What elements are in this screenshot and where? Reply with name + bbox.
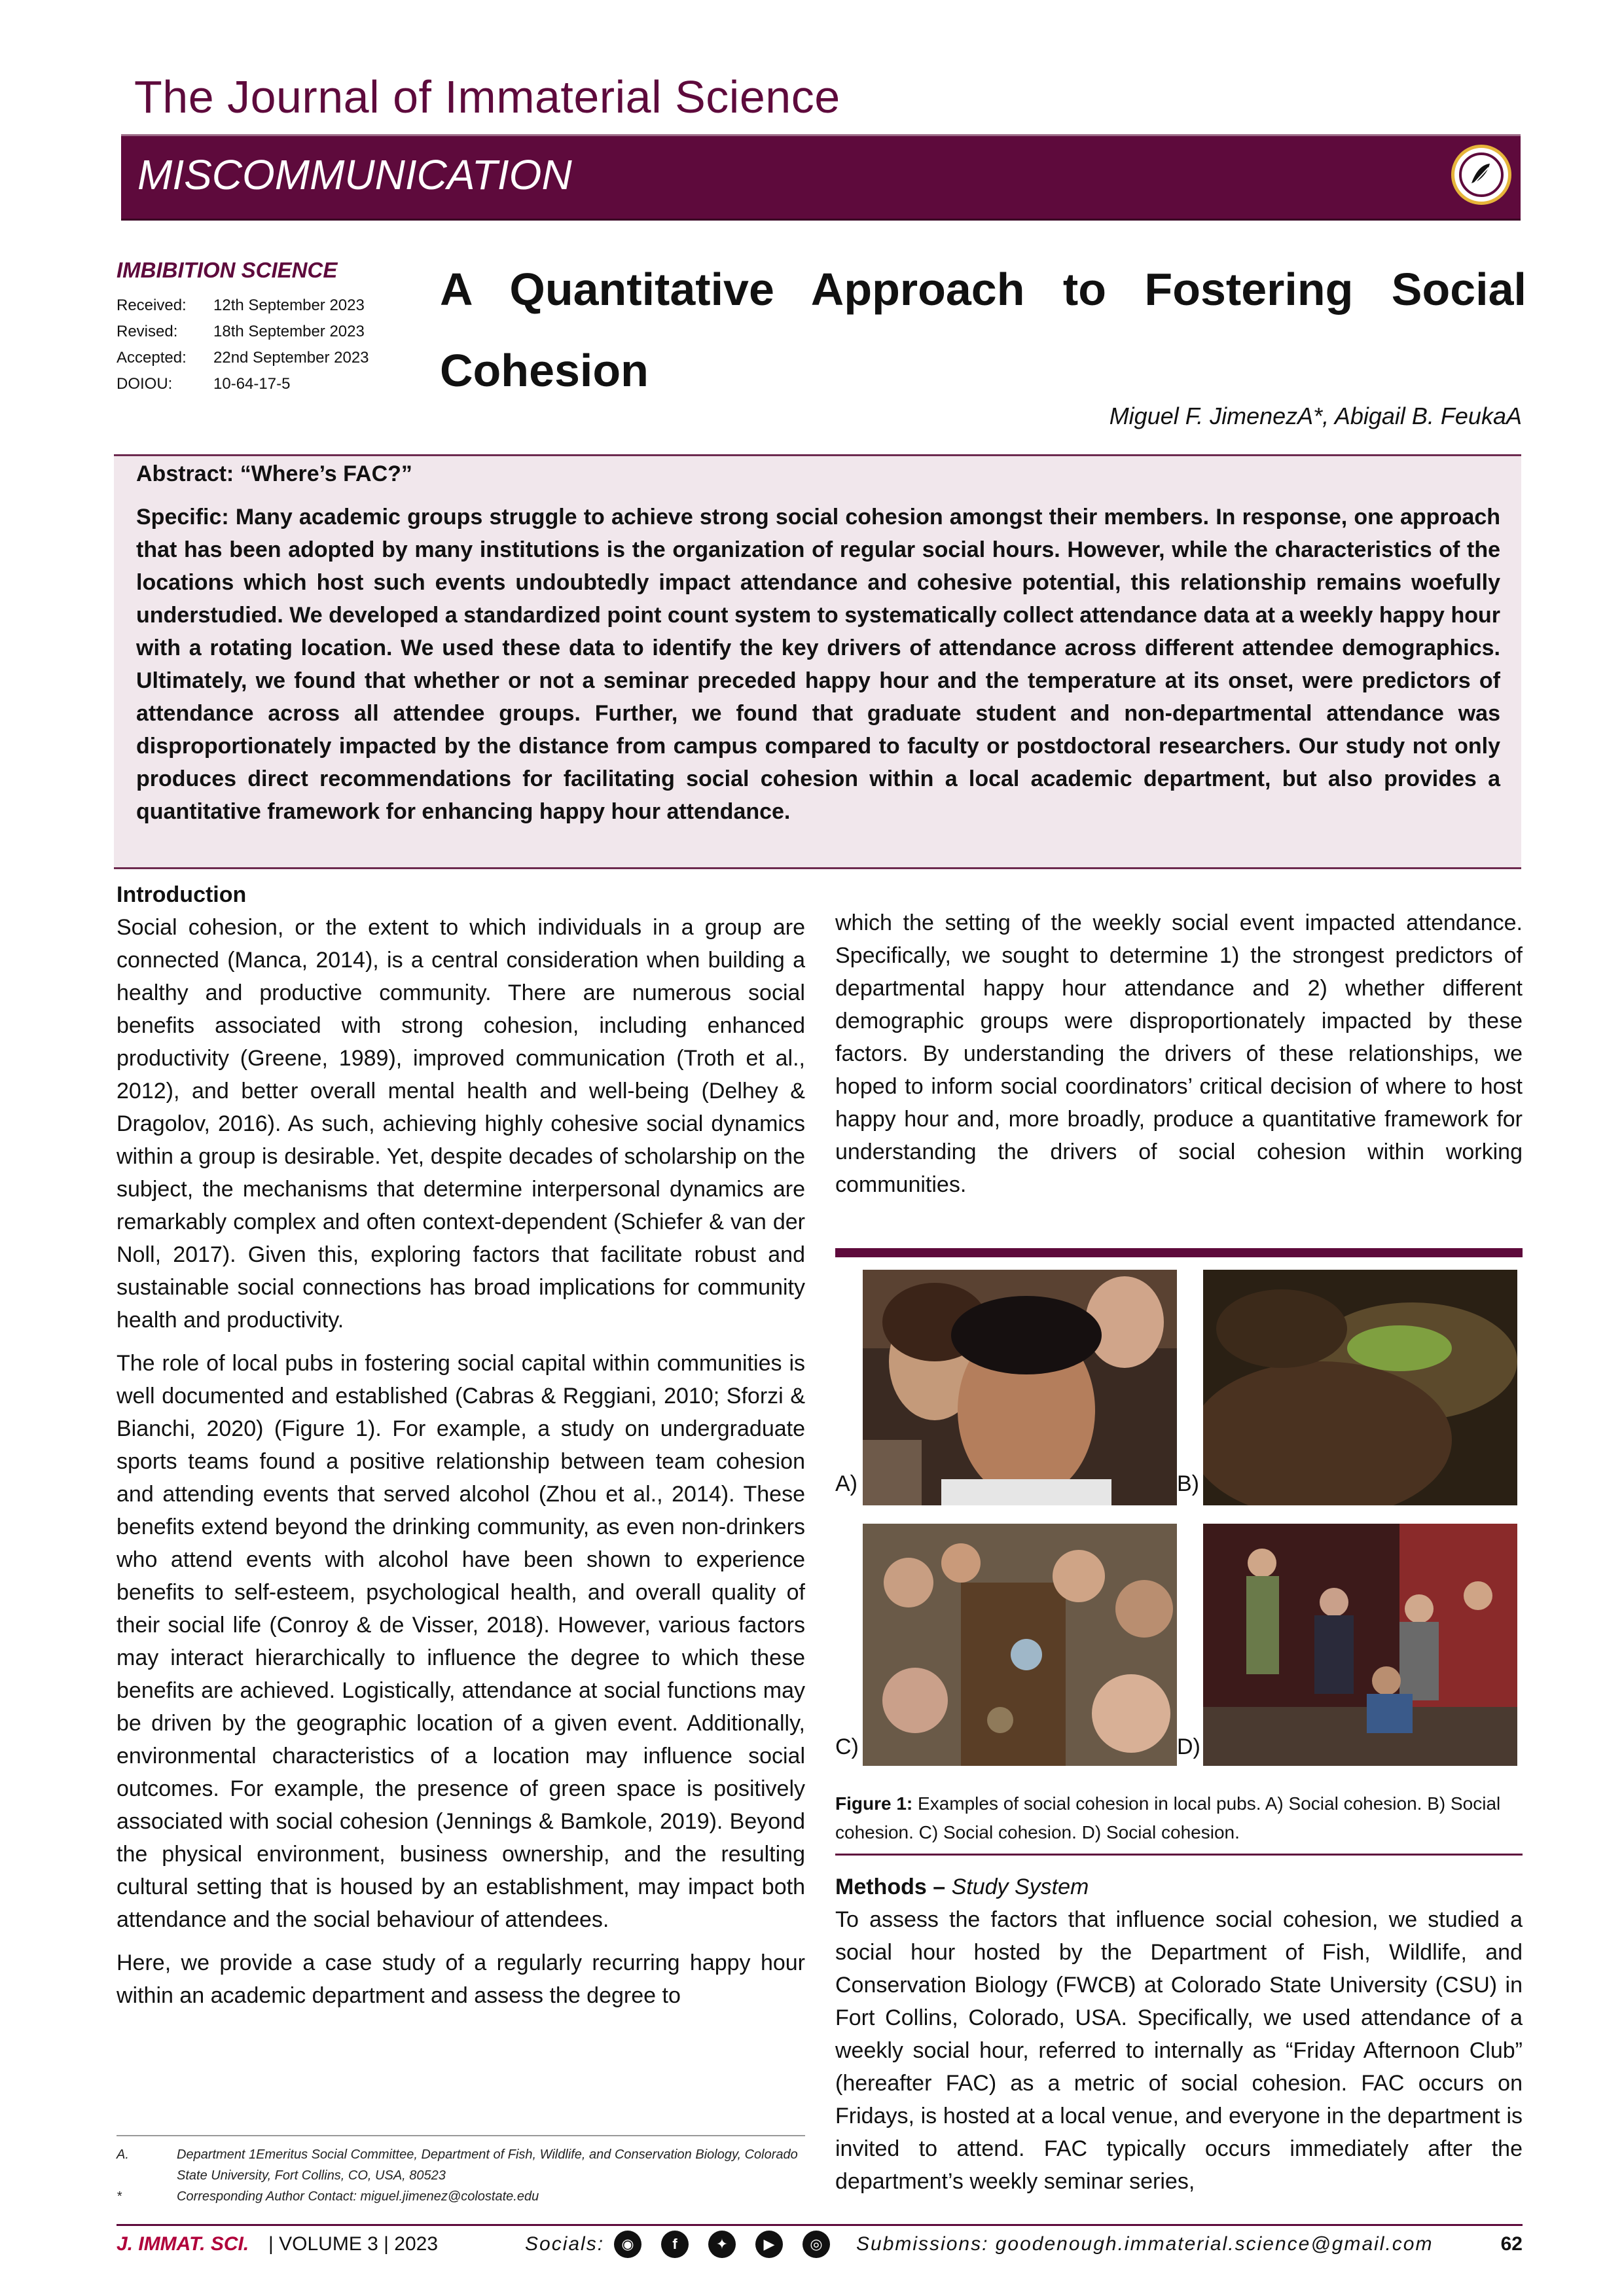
footnote-contact — [117, 2186, 805, 2207]
figure-photo-a — [863, 1270, 1177, 1505]
caption-text: Examples of social cohesion in local pubs. A) Social cohesion. B) Social cohesion. C) Social cohesion. D) Social cohesion. — [835, 1793, 1501, 1842]
doi-row — [117, 371, 369, 397]
instagram-icon[interactable]: ◎ — [803, 2231, 830, 2258]
left-column — [117, 878, 805, 2022]
abstract-body: Specific: Many academic groups struggle to achieve strong social cohesion amongst their members. In response, one approach that has been adopted by many institutions is the organization of regular social hours. However, while the characteristics of the locations which host such events undoubtedly impact attendance and cohesive potential, this relationship remains woefully understudied. We developed a standardized point count system to systematically collect attendance data at a weekly happy hour with a rotating location. We used these data to identify the key drivers of attendance across different attendee demographics. Ultimately, we found that whether or not a seminar preceded happy hour and the temperature at its onset, were predictors of attendance across all attendee groups. Further, we found that graduate student and non-departmental attendance was disproportionately impacted by the distance from campus compared to faculty or postdoctoral researchers. Our study not only produces direct recommendations for facilitating social cohesion within a local academic department, but also provides a quantitative framework for enhancing happy hour attendance. — [136, 505, 1500, 824]
twitter-icon[interactable]: ✦ — [708, 2231, 736, 2258]
accepted-row — [117, 345, 369, 371]
figure-divider — [835, 1248, 1523, 1257]
figure-photo-c — [863, 1524, 1177, 1766]
introduction-heading: Introduction — [117, 882, 247, 907]
section-label: IMBIBITION SCIENCE — [117, 258, 338, 282]
methods-subheading: Study System — [951, 1874, 1089, 1899]
figure-photo-d — [1203, 1524, 1517, 1766]
figure-label-a: A) — [835, 1471, 857, 1496]
intro-paragraph-4: which the setting of the weekly social event impacted attendance. Specifically, we sought to determine 1) the strongest predictors of departmental happy hour attendance and 2) whether different demographic groups were disproportionately impacted by these factors. By understanding the drivers of these relationships, we hoped to inform social coordinators’ critical decision of where to host happy hour and, more broadly, produce a quantitative framework for understanding the drivers of social cohesion within working communities. — [835, 910, 1523, 1197]
methods-heading: Methods – — [835, 1874, 946, 1899]
facebook-icon[interactable]: f — [661, 2231, 689, 2258]
received-label: Received: — [117, 296, 187, 314]
footer-divider — [117, 2224, 1523, 2226]
footnote-a-text: Department 1Emeritus Social Committee, Department of Fish, Wildlife, and Conservation Biology, Colorado State University, Fort Collins, CO, USA, 80523 — [177, 2147, 798, 2183]
article-authors: Miguel F. JimenezA*, Abigail B. FeukaA — [1109, 403, 1522, 429]
footer-journal: J. IMMAT. SCI. — [117, 2233, 249, 2255]
journal-logo-icon — [1451, 145, 1511, 205]
section-banner — [121, 134, 1521, 221]
methods-heading-line — [835, 1871, 1523, 1903]
accepted-date: 22nd September 2023 — [213, 349, 369, 367]
page-number: 62 — [1500, 2233, 1523, 2255]
page-footer — [117, 2233, 1523, 2262]
revised-label: Revised: — [117, 323, 178, 340]
banner-title: MISCOMMUNICATION — [137, 151, 572, 198]
doi-value: 10-64-17-5 — [213, 375, 291, 393]
footnotes — [117, 2144, 805, 2207]
figure-photo-b — [1203, 1270, 1517, 1505]
footer-socials-label: Socials: — [525, 2233, 605, 2255]
figure-label-b: B) — [1177, 1471, 1199, 1496]
doi-label: DOIOU: — [117, 375, 173, 393]
footnote-star-mark: * — [117, 2189, 122, 2204]
received-date: 12th September 2023 — [213, 296, 365, 314]
footnote-divider — [117, 2135, 805, 2136]
footer-volume: | VOLUME 3 | 2023 — [268, 2233, 439, 2255]
footnote-star-text: Corresponding Author Contact: miguel.jimenez@colostate.edu — [177, 2189, 539, 2204]
intro-paragraph-2: The role of local pubs in fostering social capital within communities is well documented and established (Cabras & Reggiani, 2010; Sforzi & Bianchi, 2020) (Figure 1). For example, a study on undergraduate sports teams found a positive relationship between team cohesion and attending events that served alcohol (Zhou et al., 2014). These benefits extend beyond the drinking community, as even non-drinkers who attend events with alcohol have been shown to experience benefits to self-esteem, psychological health, and overall quality of their social life (Conroy & de Visser, 2018). However, various factors may interact hierarchically to influence the degree to which these benefits are achieved. Logistically, attendance at social functions may be driven by the geographic location of a given event. Additionally, environmental characteristics of a location may influence social outcomes. For example, the presence of green space is positively associated with social cohesion (Jennings & Bamkole, 2019). Beyond the physical environment, business ownership, and the resulting cultural setting that is housed by an establishment, may impact both attendance and the social behaviour of attendees. — [117, 1351, 805, 1932]
youtube-icon[interactable]: ▶ — [755, 2231, 783, 2258]
figure-caption — [835, 1789, 1523, 1847]
right-column-intro — [835, 906, 1523, 1211]
caption-label: Figure 1: — [835, 1793, 913, 1814]
footnote-affiliation — [117, 2144, 805, 2186]
footer-submissions: Submissions: goodenough.immaterial.science@gmail.com — [856, 2233, 1434, 2255]
accepted-label: Accepted: — [117, 349, 187, 367]
footnote-a-mark: A. — [117, 2147, 129, 2162]
received-row — [117, 293, 369, 319]
intro-paragraph-3: Here, we provide a case study of a regularly recurring happy hour within an academic department and assess the degree to — [117, 1950, 805, 2008]
abstract-box — [114, 454, 1521, 869]
methods-section — [835, 1871, 1523, 2198]
article-title: A Quantitative Approach to Fostering Social Cohesion — [440, 264, 1526, 396]
revised-date: 18th September 2023 — [213, 323, 365, 340]
revised-row — [117, 319, 369, 345]
article-metadata — [117, 293, 369, 397]
methods-body: To assess the factors that influence social cohesion, we studied a social hour hosted by the Department of Fish, Wildlife, and Conservation Biology (FWCB) at Colorado State University (CSU) in Fort Collins, Colorado, USA. Specifically, we used attendance of a weekly social hour, referred to internally as “Friday Afternoon Club” (hereafter FAC) as a metric of social cohesion. FAC occurs on Fridays, is hosted at a local venue, and everyone in the department is invited to attend. FAC typically occurs immediately after the department’s weekly seminar series, — [835, 1907, 1523, 2194]
journal-title: The Journal of Immaterial Science — [134, 71, 840, 122]
abstract-heading: Abstract: “Where’s FAC?” — [136, 461, 412, 486]
reddit-icon[interactable]: ◉ — [614, 2231, 641, 2258]
caption-divider — [835, 1854, 1523, 1856]
figure-label-c: C) — [835, 1734, 859, 1759]
intro-paragraph-1: Social cohesion, or the extent to which individuals in a group are connected (Manca, 2014), is a central consideration when building a healthy and productive community. There are numerous social benefits associated with strong cohesion, including enhanced productivity (Greene, 1989), improved communication (Troth et al., 2012), and better overall mental health and well-being (Delhey & Dragolov, 2016). As such, achieving highly cohesive social dynamics within a group is desirable. Yet, despite decades of scholarship on the subject, the mechanisms that determine interpersonal dynamics are remarkably complex and often context-dependent (Schiefer & van der Noll, 2017). Given this, exploring factors that facilitate robust and sustainable social connections has broad implications for community health and productivity. — [117, 915, 805, 1333]
figure-label-d: D) — [1177, 1734, 1200, 1759]
social-icons — [614, 2231, 830, 2258]
